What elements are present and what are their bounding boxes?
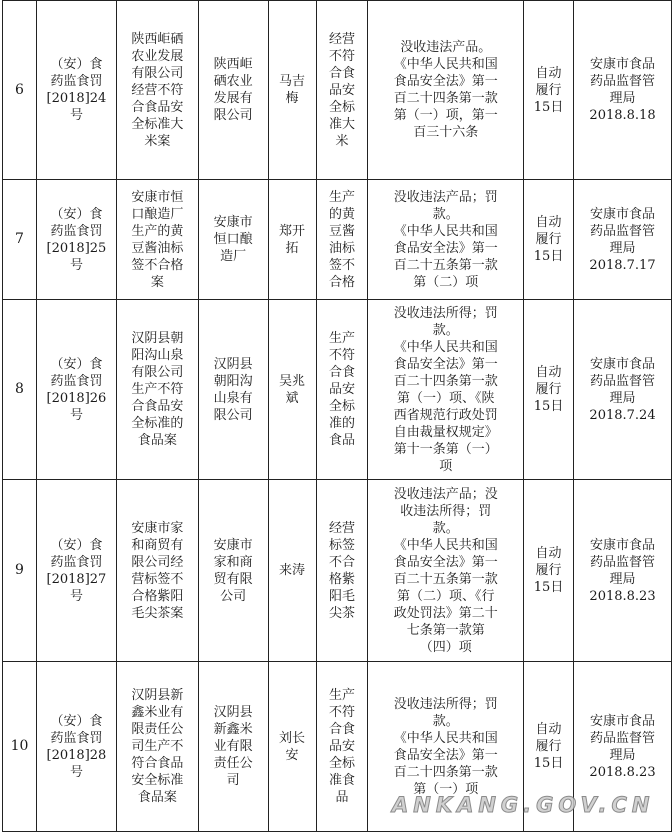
table-row [3, 180, 672, 300]
case-name-cell: 安康市家 和商贸有 限公司经 营标签不 合格紫阳 毛尖茶案 [116, 480, 198, 662]
document-number-cell: （安）食 药监食罚 [2018]24 号 [36, 1, 116, 180]
date-text: 2018.7.17 [589, 257, 656, 273]
date-text: 2018.8.23 [589, 588, 656, 604]
date-text: 2018.8.23 [589, 764, 656, 780]
execution-method-cell: 自动 履行 15日 [524, 480, 574, 662]
violation-cell: 生产 不符 合食 品安 全标 准食 品 [316, 662, 368, 832]
legal-representative-cell: 马吉 梅 [268, 1, 316, 180]
case-name-cell: 汉阴县朝 阳沟山泉 有限公司 生产不符 合食品安 全标准的 食品案 [116, 300, 198, 480]
party-cell: 安康市 家和商 贸有限 公司 [198, 480, 268, 662]
execution-method-cell: 自动 履行 15日 [524, 1, 574, 180]
penalty-cell: 没收违法产品；没 收违法所得；罚 款。 《中华人民共和国 食品安全法》第一 百二十五条第一款 第（二）项、《行 政处罚法》第二十 七条第一款第 （四）项 [368, 480, 524, 662]
authority-cell: 安康市食品 药品监督管 理局 2018.8.23 [574, 480, 672, 662]
table-row [3, 300, 672, 480]
legal-representative-cell: 刘长 安 [268, 662, 316, 832]
case-name-cell: 安康市恒 口酿造厂 生产的黄 豆酱油标 签不合格 案 [116, 180, 198, 300]
authority-cell: 安康市食品 药品监督管 理局 2018.8.18 [574, 1, 672, 180]
document-number-cell: （安）食 药监食罚 [2018]26 号 [36, 300, 116, 480]
legal-representative-cell: 来涛 [268, 480, 316, 662]
penalty-cell: 没收违法产品。 《中华人民共和国 食品安全法》第一 百二十四条第一款 第（一）项，第一 百三十六条 [368, 1, 524, 180]
date-text: 2018.8.18 [589, 108, 656, 123]
case-name-cell: 陕西岠硒 农业发展 有限公司 经营不符 合食品安 全标准大 米案 [116, 1, 198, 180]
execution-method-cell: 自动 履行 15日 [524, 180, 574, 300]
authority-cell: 安康市食品 药品监督管 理局 2018.7.17 [574, 180, 672, 300]
legal-representative-cell: 郑开 拓 [268, 180, 316, 300]
document-number-cell: （安）食 药监食罚 [2018]25 号 [36, 180, 116, 300]
execution-method-cell: 自动 履行 15日 [524, 300, 574, 480]
date-text: 2018.7.24 [589, 407, 656, 423]
document-number-cell: （安）食 药监食罚 [2018]28 号 [36, 662, 116, 832]
site-watermark: ANKANG.GOV.CN [392, 793, 655, 817]
party-cell: 陕西岠 硒农业 发展有 限公司 [198, 1, 268, 180]
index-cell: 6 [3, 1, 37, 180]
table-row [3, 480, 672, 662]
authority-cell: 安康市食品 药品监督管 理局 2018.8.23 [574, 662, 672, 832]
execution-method-cell: 自动 履行 15日 [524, 662, 574, 832]
index-cell: 10 [3, 662, 37, 832]
penalty-cell: 没收违法产品；罚 款。 《中华人民共和国 食品安全法》第一 百二十五条第一款 第（二）项 [368, 180, 524, 300]
party-cell: 汉阴县 朝阳沟 山泉有 限公司 [198, 300, 268, 480]
document-number-cell: （安）食 药监食罚 [2018]27 号 [36, 480, 116, 662]
table-row [3, 1, 672, 180]
violation-cell: 经营 不符 合食 品安 全标 准大 米 [316, 1, 368, 180]
party-cell: 汉阴县 新鑫米 业有限 责任公 司 [198, 662, 268, 832]
penalty-table [2, 0, 672, 832]
penalty-cell: 没收违法所得；罚 款。 《中华人民共和国 食品安全法》第一 百二十四条第一款 第（一）项、《陕 西省规范行政处罚 自由裁量权规定》 第十一条第（一） 项 [368, 300, 524, 480]
penalty-cell: 没收违法所得；罚 款。 《中华人民共和国 食品安全法》第一 百二十四条第一款 第（一）项 [368, 662, 524, 832]
case-name-cell: 汉阴县新 鑫米业有 限责任公 司生产不 符合食品 安全标准 食品案 [116, 662, 198, 832]
index-cell: 7 [3, 180, 37, 300]
index-cell: 9 [3, 480, 37, 662]
authority-cell: 安康市食品 药品监督管 理局 2018.7.24 [574, 300, 672, 480]
index-cell: 8 [3, 300, 37, 480]
legal-representative-cell: 吴兆 斌 [268, 300, 316, 480]
party-cell: 安康市 恒口酿 造厂 [198, 180, 268, 300]
violation-cell: 生产 的黄 豆酱 油标 签不 合格 [316, 180, 368, 300]
violation-cell: 生产 不符 合食 品安 全标 准的 食品 [316, 300, 368, 480]
violation-cell: 经营 标签 不合 格紫 阳毛 尖茶 [316, 480, 368, 662]
